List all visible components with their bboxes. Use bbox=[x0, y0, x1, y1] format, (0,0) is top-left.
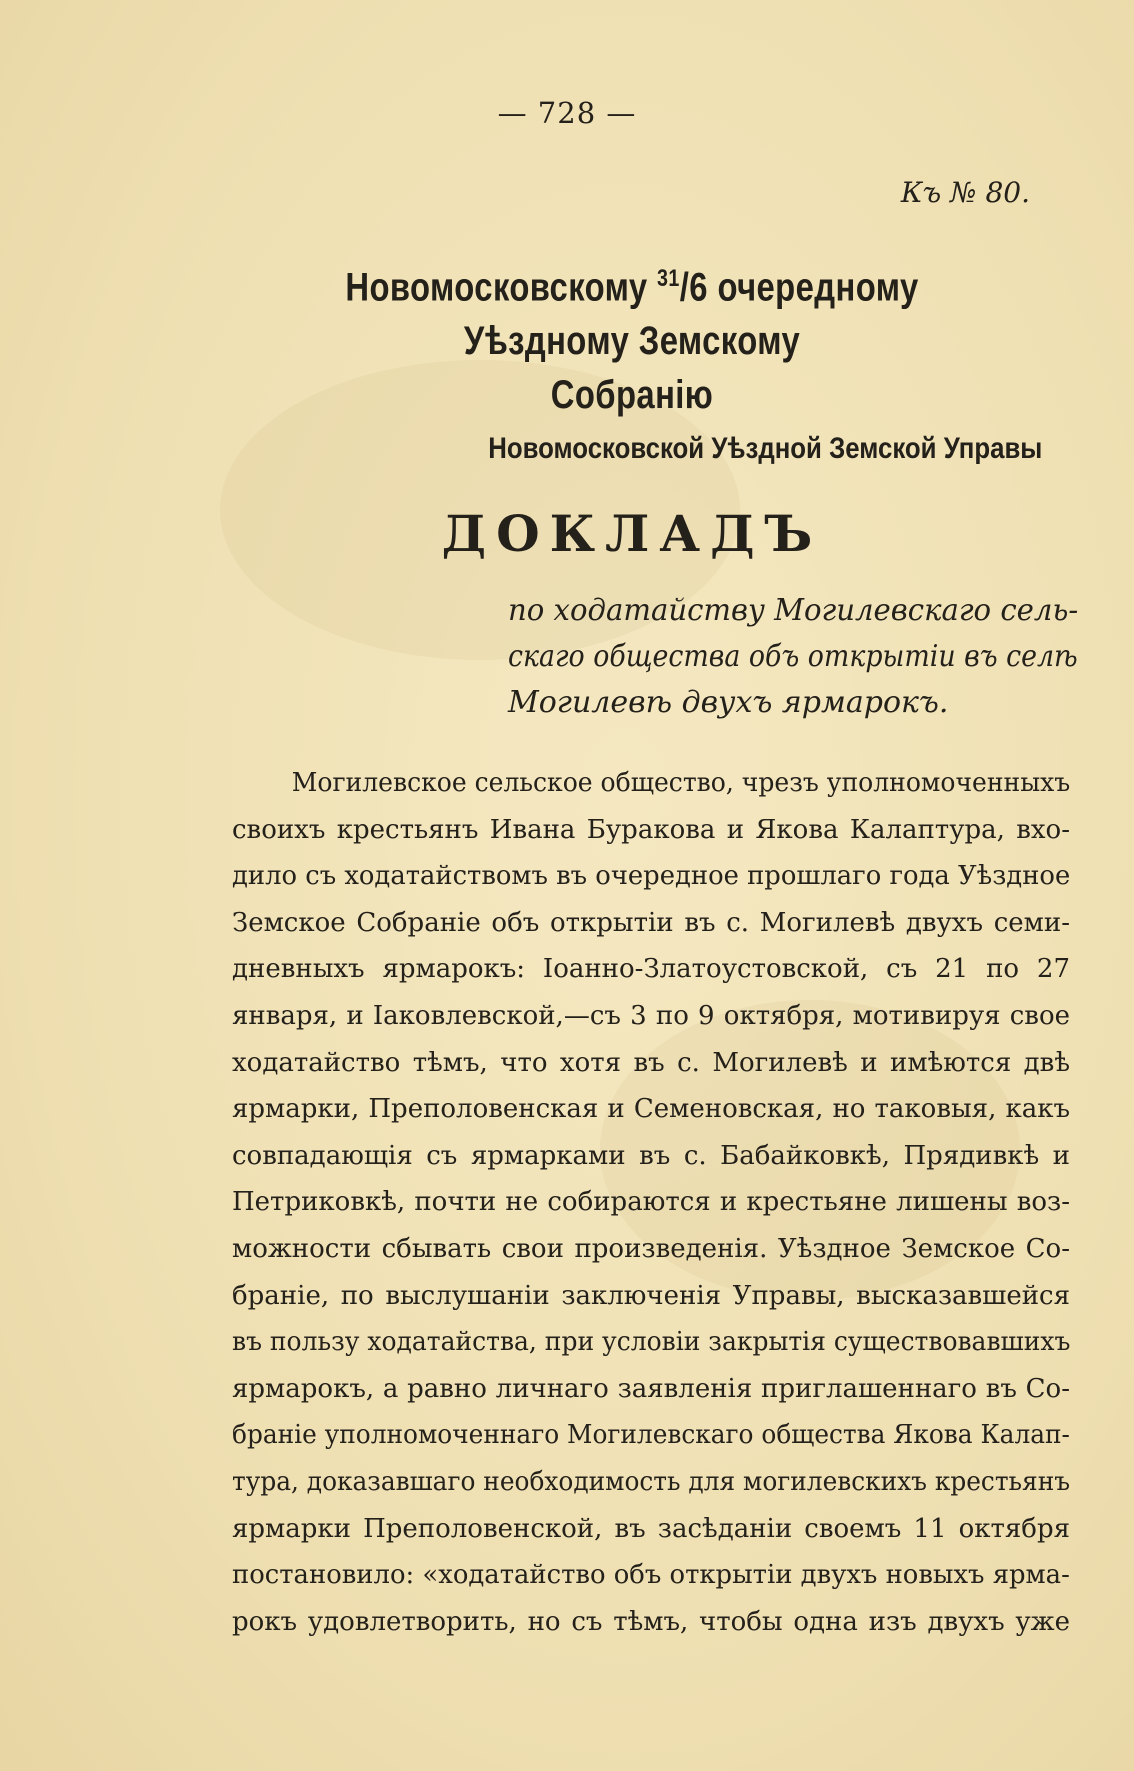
body-line: въ пользу ходатайства, при условіи закрытія существовавшихъ bbox=[232, 1327, 1071, 1358]
body-line: Петриковкѣ, почти не собираются и крестьяне лишены воз- bbox=[232, 1187, 1070, 1218]
body-line: постановило: «ходатайство объ открытіи двухъ новыхъ ярма- bbox=[232, 1560, 1070, 1591]
summary-line: Могилевѣ двухъ ярмарокъ. bbox=[508, 685, 949, 720]
document-title bbox=[261, 252, 1002, 422]
body-line: дило съ ходатайствомъ въ очередное прошлаго года Уѣздное bbox=[232, 861, 1071, 892]
title-date-number: 31 bbox=[657, 265, 680, 292]
body-line: января, и Іаковлевской,—съ 3 по 9 октября, мотивируя свое bbox=[232, 1000, 1070, 1031]
body-line: ярмарки, Преполовенская и Семеновская, но таковыя, какъ bbox=[232, 1094, 1070, 1125]
document-summary bbox=[508, 588, 1078, 726]
title-line-2: Собранію bbox=[550, 373, 714, 418]
title-date-rest: /6 очередному Уѣздному Земскому bbox=[463, 265, 919, 364]
body-line: браніе, по выслушаніи заключенія Управы, высказавшейся bbox=[232, 1280, 1070, 1311]
page-number: — 728 — bbox=[497, 96, 637, 130]
body-line: ходатайство тѣмъ, что хотя въ с. Могилевѣ и имѣются двѣ bbox=[232, 1047, 1070, 1078]
body-line: можности сбывать свои произведенія. Уѣздное Земское Со- bbox=[232, 1233, 1070, 1264]
summary-line: скаго общества объ открытіи въ селѣ bbox=[508, 639, 1078, 674]
body-line: рокъ удовлетворить, но съ тѣмъ, чтобы одна изъ двухъ уже bbox=[232, 1606, 1070, 1637]
body-line: совпадающія съ ярмарками въ с. Бабайковкѣ, Прядивкѣ и bbox=[232, 1140, 1070, 1171]
document-heading: ДОКЛАДЪ bbox=[441, 504, 823, 563]
body-line: Могилевское сельское общество, чрезъ уполномоченныхъ bbox=[291, 768, 1071, 798]
body-line: Земское Собраніе объ открытіи въ с. Могилевѣ двухъ семи- bbox=[232, 907, 1070, 938]
body-line: тура, доказавшаго необходимость для могилевскихъ крестьянъ bbox=[232, 1466, 1071, 1497]
appendix-reference: Къ № 80. bbox=[900, 176, 1030, 209]
document-subtitle: Новомосковской Уѣздной Земской Управы bbox=[487, 432, 1042, 465]
document-body bbox=[232, 760, 1070, 1645]
body-line: ярмарокъ, а равно личнаго заявленія приглашеннаго въ Со- bbox=[232, 1373, 1070, 1404]
body-line: дневныхъ ярмарокъ: Іоанно-Златоустовской, съ 21 по 27 bbox=[232, 954, 1070, 985]
body-line: браніе уполномоченнаго Могилевскаго общества Якова Калап- bbox=[232, 1420, 1070, 1451]
summary-line: по ходатайству Могилевскаго сель- bbox=[508, 593, 1079, 628]
body-line: своихъ крестьянъ Ивана Буракова и Якова Калаптура, вхо- bbox=[232, 814, 1070, 845]
title-prefix: Новомосковскому bbox=[345, 265, 658, 310]
body-line: ярмарки Преполовенской, въ засѣданіи своемъ 11 октября bbox=[232, 1513, 1070, 1544]
